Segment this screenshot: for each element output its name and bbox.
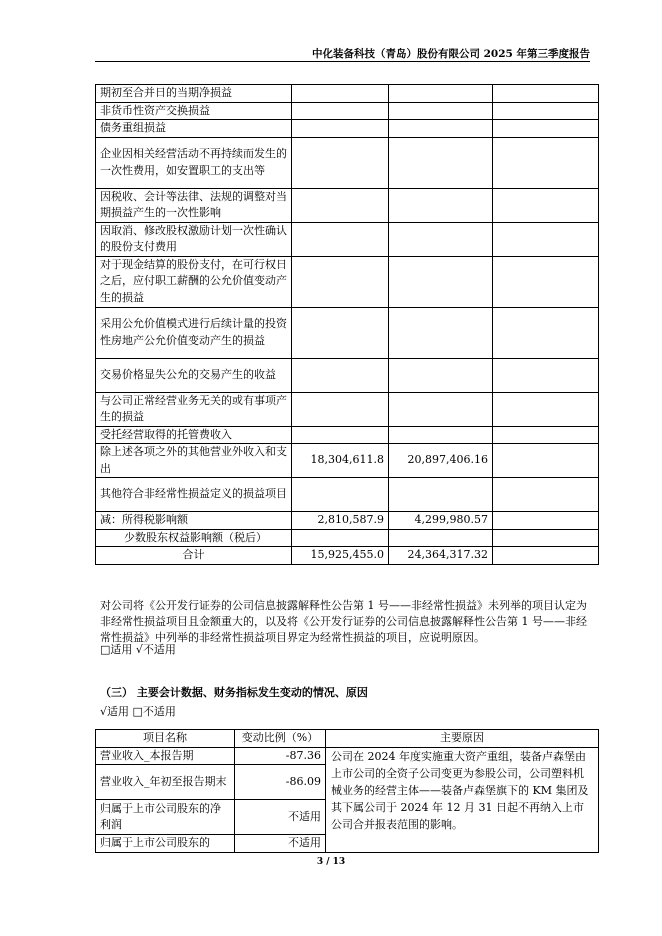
item-label: 减：所得税影响额 bbox=[96, 512, 292, 530]
table-row bbox=[96, 188, 599, 222]
item-label: 因取消、修改股权激励计划一次性确认的股份支付费用 bbox=[96, 222, 292, 256]
table-row bbox=[96, 547, 599, 565]
value-current bbox=[292, 222, 389, 256]
value-ytd bbox=[389, 358, 493, 392]
change-ratio: 不适用 bbox=[235, 800, 326, 835]
value-note bbox=[493, 392, 599, 426]
value-current bbox=[292, 426, 389, 444]
value-ytd: 20,897,406.16 bbox=[389, 444, 493, 478]
value-note bbox=[493, 102, 599, 120]
main-reason: 公司在 2024 年度实施重大资产重组，装备卢森堡由上市公司的全资子公司变更为参股公司，公司塑料机械业务的经营主体——装备卢森堡旗下的 KM 集团及其下属公司于 2024 年 12 月 31 日起不再纳入上市公司合并报表范围的影响。 bbox=[326, 747, 599, 853]
value-ytd bbox=[389, 102, 493, 120]
item-name: 营业收入_年初至报告期末 bbox=[96, 765, 235, 800]
value-current bbox=[292, 307, 389, 358]
change-ratio: -86.09 bbox=[235, 765, 326, 800]
item-label: 合计 bbox=[96, 547, 292, 565]
item-label: 交易价格显失公允的交易产生的收益 bbox=[96, 358, 292, 392]
value-ytd bbox=[389, 137, 493, 188]
note-paragraph: 对公司将《公开发行证券的公司信息披露解释性公告第 1 号——非经常性损益》未列举的项目认定为非经常性损益项目且金额重大的，以及将《公开发行证券的公司信息披露解释性公告第 1 号——非经常性损益》中列举的非经常性损益项目界定为经常性损益的项目，应说明原因。 bbox=[100, 599, 587, 644]
table-row bbox=[96, 392, 599, 426]
value-current bbox=[292, 392, 389, 426]
table-row bbox=[96, 747, 599, 765]
change-ratio: -87.36 bbox=[235, 747, 326, 765]
item-label: 期初至合并日的当期净损益 bbox=[96, 85, 292, 103]
change-ratio: 不适用 bbox=[235, 835, 326, 853]
value-ytd bbox=[389, 392, 493, 426]
value-note bbox=[493, 478, 599, 512]
table-row bbox=[96, 120, 599, 138]
item-label: 其他符合非经常性损益定义的损益项目 bbox=[96, 478, 292, 512]
value-note bbox=[493, 256, 599, 307]
table-row bbox=[96, 85, 599, 103]
value-current bbox=[292, 529, 389, 547]
value-note bbox=[493, 358, 599, 392]
table-row bbox=[96, 137, 599, 188]
value-current bbox=[292, 478, 389, 512]
value-note bbox=[493, 529, 599, 547]
item-label: 与公司正常经营业务无关的或有事项产生的损益 bbox=[96, 392, 292, 426]
value-ytd bbox=[389, 307, 493, 358]
value-current: 18,304,611.8 bbox=[292, 444, 389, 478]
table-row bbox=[96, 444, 599, 478]
header-main-reason: 主要原因 bbox=[326, 730, 599, 748]
value-ytd: 24,364,317.32 bbox=[389, 547, 493, 565]
value-note bbox=[493, 426, 599, 444]
item-label: 因税收、会计等法律、法规的调整对当期损益产生的一次性影响 bbox=[96, 188, 292, 222]
change-reasons-table bbox=[95, 729, 599, 853]
value-current bbox=[292, 85, 389, 103]
table-header-row bbox=[96, 730, 599, 748]
value-current bbox=[292, 137, 389, 188]
value-current bbox=[292, 256, 389, 307]
value-note bbox=[493, 120, 599, 138]
table-row bbox=[96, 478, 599, 512]
value-current bbox=[292, 102, 389, 120]
value-ytd bbox=[389, 478, 493, 512]
value-note bbox=[493, 188, 599, 222]
value-current bbox=[292, 358, 389, 392]
table-row bbox=[96, 307, 599, 358]
item-label: 对于现金结算的股份支付，在可行权日之后，应付职工薪酬的公允价值变动产生的损益 bbox=[96, 256, 292, 307]
item-label: 债务重组损益 bbox=[96, 120, 292, 138]
table-row bbox=[96, 426, 599, 444]
item-label: 采用公允价值模式进行后续计量的投资性房地产公允价值变动产生的损益 bbox=[96, 307, 292, 358]
non-recurring-items-table bbox=[95, 84, 599, 565]
value-ytd bbox=[389, 529, 493, 547]
table-row bbox=[96, 358, 599, 392]
value-note bbox=[493, 512, 599, 530]
item-name: 归属于上市公司股东的净利润 bbox=[96, 800, 235, 835]
item-name: 营业收入_本报告期 bbox=[96, 747, 235, 765]
value-current bbox=[292, 188, 389, 222]
table-row bbox=[96, 512, 599, 530]
item-label: 除上述各项之外的其他营业外收入和支出 bbox=[96, 444, 292, 478]
value-ytd bbox=[389, 85, 493, 103]
value-note bbox=[493, 137, 599, 188]
table-row bbox=[96, 256, 599, 307]
value-note bbox=[493, 85, 599, 103]
value-note bbox=[493, 444, 599, 478]
value-ytd bbox=[389, 120, 493, 138]
report-header: 中化装备科技（青岛）股份有限公司 2025 年第三季度报告 bbox=[311, 48, 590, 60]
value-ytd bbox=[389, 188, 493, 222]
item-name: 归属于上市公司股东的 bbox=[96, 835, 235, 853]
header-change-ratio: 变动比例（%） bbox=[235, 730, 326, 748]
page-number: 3 / 13 bbox=[316, 857, 346, 867]
value-note bbox=[493, 547, 599, 565]
header-rule bbox=[95, 61, 590, 62]
item-label: 少数股东权益影响额（税后） bbox=[96, 529, 292, 547]
item-label: 受托经营取得的托管费收入 bbox=[96, 426, 292, 444]
table-row bbox=[96, 529, 599, 547]
header-item-name: 项目名称 bbox=[96, 730, 235, 748]
note-options: □适用 √不适用 bbox=[100, 643, 176, 656]
value-ytd bbox=[389, 426, 493, 444]
table-row bbox=[96, 102, 599, 120]
value-note bbox=[493, 307, 599, 358]
value-note bbox=[493, 222, 599, 256]
value-ytd: 4,299,980.57 bbox=[389, 512, 493, 530]
value-current: 2,810,587.9 bbox=[292, 512, 389, 530]
table-row bbox=[96, 222, 599, 256]
section-3-options: √适用 □不适用 bbox=[100, 705, 176, 718]
value-ytd bbox=[389, 222, 493, 256]
value-current: 15,925,455.0 bbox=[292, 547, 389, 565]
section-3-title: （三） 主要会计数据、财务指标发生变动的情况、原因 bbox=[100, 686, 368, 699]
value-ytd bbox=[389, 256, 493, 307]
item-label: 非货币性资产交换损益 bbox=[96, 102, 292, 120]
value-current bbox=[292, 120, 389, 138]
item-label: 企业因相关经营活动不再持续而发生的一次性费用，如安置职工的支出等 bbox=[96, 137, 292, 188]
